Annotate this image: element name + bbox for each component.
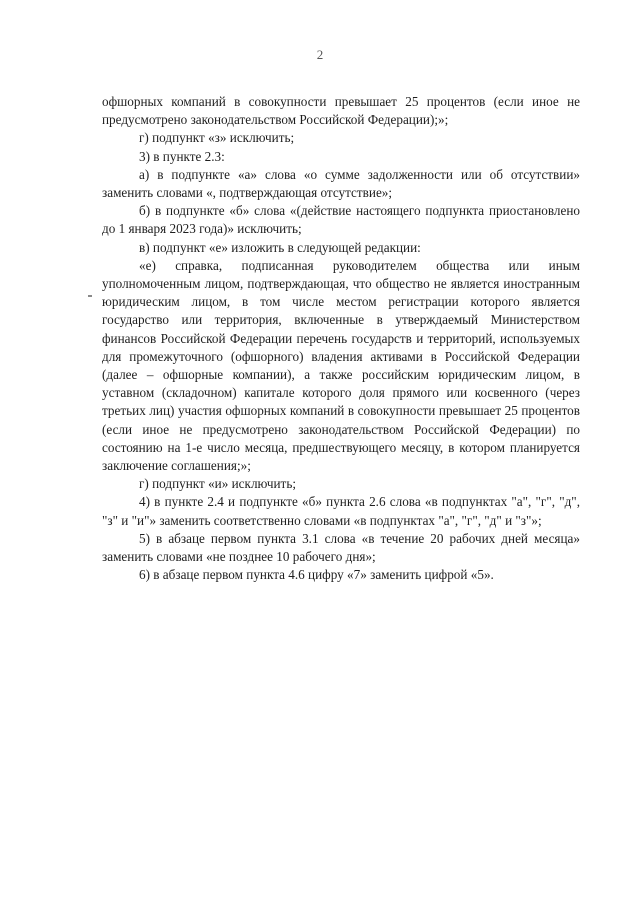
paragraph: 3) в пункте 2.3:	[139, 148, 225, 164]
document-body	[102, 93, 580, 584]
paragraph: 5) в абзаце первом пункта 3.1 слова «в течение 20 рабочих дней месяца» заменить словами «не позднее 10 рабочего дня»;	[102, 530, 580, 565]
paragraph-continued: офшорных компаний в совокупности превышает 25 процентов (если иное не предусмотрено законодательством Российской Федерации);»;	[102, 94, 580, 128]
paragraph: «е) справка, подписанная руководителем общества или иным уполномоченным лицом, подтверждающая, что общество не является иностранным юридическим лицом, в том числе местом регистрации которого является государство или территория, включенные в утверждаемый Министерством финансов Российской Федерации перечень государств и территорий, используемых для промежуточного (офшорного) владения активами в Российской Федерации (далее – офшорные компании), а также российским юридическим лицом, в уставном (складочном) капитале которого доля прямого или косвенного (через третьих лиц) участия офшорных компаний в совокупности превышает 25 процентов (если иное не предусмотрено законодательством Российской Федерации) по состоянию на 1-е число месяца, предшествующего месяцу, в котором планируется заключение соглашения;»;	[102, 257, 580, 474]
paragraph: г) подпункт «и» исключить;	[139, 476, 296, 492]
paragraph: г) подпункт «з» исключить;	[139, 130, 295, 146]
paragraph: в) подпункт «е» изложить в следующей редакции:	[139, 239, 421, 255]
paragraph: б) в подпункте «б» слова «(действие настоящего подпункта приостановлено до 1 января 2023 года)» исключить;	[102, 203, 580, 237]
paragraph: 6) в абзаце первом пункта 4.6 цифру «7» заменить цифрой «5».	[139, 567, 494, 583]
scan-artifact	[88, 295, 92, 297]
page-number: 2	[316, 47, 324, 62]
paragraph: а) в подпункте «а» слова «о сумме задолженности или об отсутствии» заменить словами «, подтверждающая отсутствие»;	[102, 166, 580, 201]
paragraph: 4) в пункте 2.4 и подпункте «б» пункта 2.6 слова «в подпунктах "а", "г", "д", "з" и "и"» заменить соответственно словами «в подпунктах "а", "г", "д" и "з"»;	[102, 494, 580, 528]
